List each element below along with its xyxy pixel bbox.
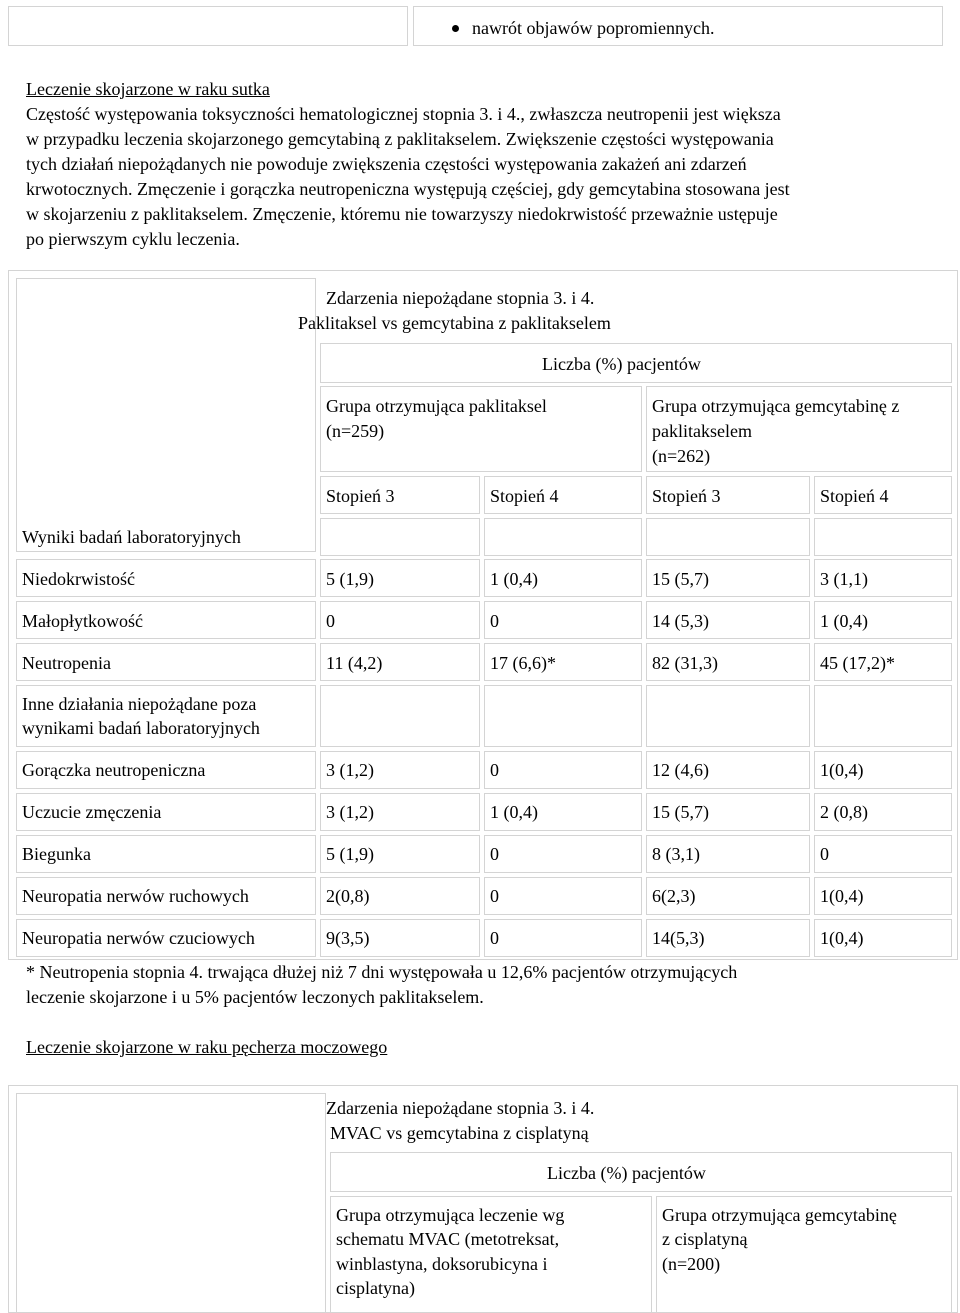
paragraph-line: w skojarzeniu z paklitakselem. Zmęczenie, któremu nie towarzyszy niedokrwistość przeważnie ustępuje — [26, 204, 778, 224]
row-value: 82 (31,3) — [652, 653, 718, 673]
row-value: 14(5,3) — [652, 928, 705, 948]
table2-groupA-line: Grupa otrzymująca leczenie wg — [336, 1205, 565, 1225]
table-row — [484, 877, 642, 915]
section-other-line1: Inne działania niepożądane poza — [22, 694, 257, 714]
section-heading-breast: Leczenie skojarzone w raku sutka — [26, 79, 270, 99]
section-heading-bladder: Leczenie skojarzone w raku pęcherza moczowego — [26, 1037, 388, 1057]
row-value: 45 (17,2)* — [820, 653, 895, 673]
row-value: 15 (5,7) — [652, 802, 709, 822]
table1-label-header-cell — [16, 278, 316, 552]
groupA-header-line1: Grupa otrzymująca paklitaksel — [326, 396, 547, 416]
grade-label: Stopień 3 — [652, 486, 721, 506]
row-label: Niedokrwistość — [22, 569, 135, 589]
groupB-header-line1: Grupa otrzymująca gemcytabinę z — [652, 396, 900, 416]
row-label: Małopłytkowość — [22, 611, 143, 631]
table2-label-header-cell — [16, 1093, 326, 1313]
table2-groupB-line: z cisplatyną — [662, 1229, 748, 1249]
table-row — [814, 835, 952, 873]
empty-cell — [814, 685, 952, 747]
table2-group-header: Liczba (%) pacjentów — [547, 1163, 706, 1183]
table-row — [320, 601, 480, 639]
empty-cell — [646, 685, 810, 747]
table2-groupA-line: schematu MVAC (metotreksat, — [336, 1229, 560, 1249]
row-value: 0 — [490, 611, 499, 631]
row-value: 0 — [490, 844, 499, 864]
table-row — [484, 751, 642, 789]
table1-group-header: Liczba (%) pacjentów — [542, 354, 701, 374]
row-value: 0 — [490, 760, 499, 780]
empty-cell — [814, 518, 952, 556]
section-lab-label: Wyniki badań laboratoryjnych — [22, 527, 241, 547]
table-row — [484, 601, 642, 639]
table1-title-line2: Paklitaksel vs gemcytabina z paklitakselem — [298, 313, 611, 333]
row-value: 17 (6,6)* — [490, 653, 556, 673]
row-value: 3 (1,2) — [326, 760, 374, 780]
groupB-header-line2: paklitakselem — [652, 421, 752, 441]
row-value: 2 (0,8) — [820, 802, 868, 822]
row-value: 14 (5,3) — [652, 611, 709, 631]
grade-label: Stopień 4 — [490, 486, 559, 506]
empty-cell — [320, 685, 480, 747]
row-label: Neuropatia nerwów ruchowych — [22, 886, 249, 906]
row-value: 3 (1,2) — [326, 802, 374, 822]
paragraph-line: w przypadku leczenia skojarzonego gemcytabiną z paklitakselem. Zwiększenie częstości występowania — [26, 129, 774, 149]
row-value: 15 (5,7) — [652, 569, 709, 589]
empty-cell — [484, 685, 642, 747]
row-value: 1 (0,4) — [490, 569, 538, 589]
table2-title-line2: MVAC vs gemcytabina z cisplatyną — [330, 1123, 589, 1143]
row-value: 2(0,8) — [326, 886, 370, 906]
empty-cell — [646, 518, 810, 556]
row-value: 1(0,4) — [820, 928, 864, 948]
bullet-text: nawrót objawów popromiennych. — [472, 18, 715, 38]
section-other-line2: wynikami badań laboratoryjnych — [22, 718, 260, 738]
row-value: 12 (4,6) — [652, 760, 709, 780]
row-label: Uczucie zmęczenia — [22, 802, 162, 822]
empty-cell — [484, 518, 642, 556]
table2-groupB-line: (n=200) — [662, 1254, 721, 1274]
bullet-icon — [452, 25, 459, 32]
row-label: Neutropenia — [22, 653, 111, 673]
row-value: 6(2,3) — [652, 886, 696, 906]
table2-groupB-line: Grupa otrzymująca gemcytabinę — [662, 1205, 897, 1225]
empty-cell — [320, 518, 480, 556]
footnote-line2: leczenie skojarzone i u 5% pacjentów leczonych paklitakselem. — [26, 987, 484, 1007]
row-value: 9(3,5) — [326, 928, 370, 948]
footnote-line1: * Neutropenia stopnia 4. trwająca dłużej niż 7 dni występowała u 12,6% pacjentów otrzymujących — [26, 962, 738, 982]
table2-groupA-line: cisplatyna) — [336, 1278, 415, 1298]
row-value: 11 (4,2) — [326, 653, 383, 673]
row-label: Biegunka — [22, 844, 91, 864]
paragraph-line: po pierwszym cyklu leczenia. — [26, 229, 240, 249]
row-label: Neuropatia nerwów czuciowych — [22, 928, 255, 948]
row-value: 1(0,4) — [820, 760, 864, 780]
row-value: 8 (3,1) — [652, 844, 700, 864]
row-value: 0 — [820, 844, 829, 864]
row-value: 3 (1,1) — [820, 569, 868, 589]
row-value: 5 (1,9) — [326, 844, 374, 864]
row-value: 0 — [326, 611, 335, 631]
paragraph-line: krwotocznych. Zmęczenie i gorączka neutropeniczna występują częściej, gdy gemcytabina stosowana jest — [26, 179, 790, 199]
paragraph-line: Częstość występowania toksyczności hematologicznej stopnia 3. i 4., zwłaszcza neutropenii jest większa — [26, 104, 781, 124]
grade-label: Stopień 3 — [326, 486, 395, 506]
table2-groupA-line: winblastyna, doksorubicyna i — [336, 1254, 548, 1274]
top-left-cell — [8, 6, 408, 46]
table-row — [484, 919, 642, 957]
table1-title-line1: Zdarzenia niepożądane stopnia 3. i 4. — [326, 288, 595, 308]
row-value: 0 — [490, 928, 499, 948]
table-row — [484, 835, 642, 873]
table2-title-line1: Zdarzenia niepożądane stopnia 3. i 4. — [326, 1098, 595, 1118]
paragraph-line: tych działań niepożądanych nie powoduje zwiększenia częstości występowania zakażeń ani zdarzeń — [26, 154, 747, 174]
row-value: 5 (1,9) — [326, 569, 374, 589]
groupA-header-line2: (n=259) — [326, 421, 385, 441]
row-value: 1(0,4) — [820, 886, 864, 906]
grade-label: Stopień 4 — [820, 486, 889, 506]
row-value: 0 — [490, 886, 499, 906]
row-label: Gorączka neutropeniczna — [22, 760, 206, 780]
row-value: 1 (0,4) — [490, 802, 538, 822]
row-value: 1 (0,4) — [820, 611, 868, 631]
groupB-header-line3: (n=262) — [652, 446, 711, 466]
